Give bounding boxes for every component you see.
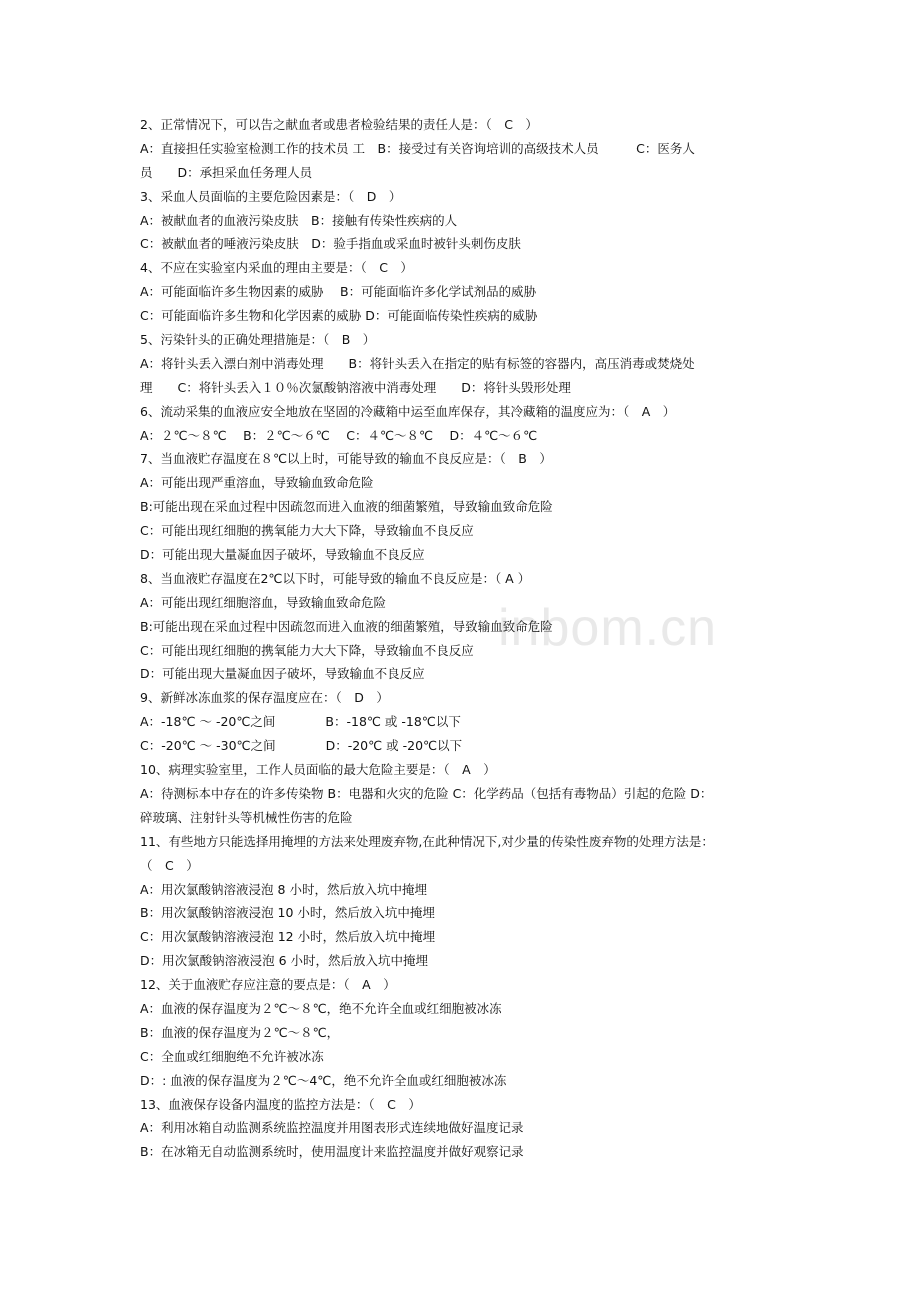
text-line: 12、关于血液贮存应注意的要点是：（ A ） — [140, 977, 396, 993]
text-line: A：被献血者的血液污染皮肤 B：接触有传染性疾病的人 — [140, 212, 458, 228]
text-line: A：血液的保存温度为２℃～８℃，绝不允许全血或红细胞被冰冻 — [140, 1000, 502, 1016]
text-line: A：-18℃ ～ -20℃之间 B：-18℃ 或 -18℃以下 — [140, 714, 461, 730]
text-line: 4、不应在实验室内采血的理由主要是：（ C ） — [140, 260, 413, 276]
text-line: C：被献血者的唾液污染皮肤 D：验手指血或采血时被针头刺伤皮肤 — [140, 236, 521, 252]
text-line: C：可能面临许多生物和化学因素的威胁 D：可能面临传染性疾病的威胁 — [140, 308, 538, 324]
text-line: 员 D：承担采血任务理人员 — [140, 164, 313, 180]
text-line: A：可能出现严重溶血，导致输血致命危险 — [140, 475, 374, 491]
text-line: 理 C：将针头丢入１０％次氯酸钠溶液中消毒处理 D：将针头毁形处理 — [140, 379, 571, 395]
text-line: C：可能出现红细胞的携氧能力大大下降，导致输血不良反应 — [140, 642, 474, 658]
text-line: 6、流动采集的血液应安全地放在坚固的冷藏箱中运至血库保存，其冷藏箱的温度应为：（ A ） — [140, 403, 676, 419]
text-line: A：可能面临许多生物因素的威胁 B：可能面临许多化学试剂品的威胁 — [140, 284, 537, 300]
text-line: B：血液的保存温度为２℃～８℃， — [140, 1024, 340, 1040]
text-line: B：用次氯酸钠溶液浸泡 10 小时，然后放入坑中掩埋 — [140, 905, 435, 921]
text-line: A：直接担任实验室检测工作的技术员 工 B：接受过有关咨询培训的高级技术人员 C：医务人 — [140, 140, 695, 156]
text-line: A：待测标本中存在的许多传染物 B：电器和火灾的危险 C：化学药品（包括有毒物品）引起的危险 D： — [140, 785, 713, 801]
text-line: 13、血液保存设备内温度的监控方法是：（ C ） — [140, 1096, 421, 1112]
watermark: inbom.cn — [498, 599, 717, 657]
text-line: 11、有些地方只能选择用掩埋的方法来处理废弃物,在此种情况下,对少量的传染性废弃物的处理方法是： — [140, 833, 714, 849]
text-line: 9、新鲜冰冻血浆的保存温度应在：（ D ） — [140, 690, 389, 706]
text-line: D：用次氯酸钠溶液浸泡 6 小时，然后放入坑中掩埋 — [140, 953, 429, 969]
text-line: B：在冰箱无自动监测系统时，使用温度计来监控温度并做好观察记录 — [140, 1144, 524, 1160]
text-line: B:可能出现在采血过程中因疏忽而进入血液的细菌繁殖，导致输血致命危险 — [140, 618, 553, 634]
text-line: 7、当血液贮存温度在８℃以上时，可能导致的输血不良反应是：（ B ） — [140, 451, 552, 467]
text-line: C：可能出现红细胞的携氧能力大大下降，导致输血不良反应 — [140, 523, 474, 539]
text-line: B:可能出现在采血过程中因疏忽而进入血液的细菌繁殖，导致输血致命危险 — [140, 499, 553, 515]
text-line: A：利用冰箱自动监测系统监控温度并用图表形式连续地做好温度记录 — [140, 1120, 524, 1136]
text-line: 碎玻璃、注射针头等机械性伤害的危险 — [140, 809, 353, 825]
text-line: D：可能出现大量凝血因子破坏，导致输血不良反应 — [140, 547, 425, 563]
text-line: 5、污染针头的正确处理措施是：（ B ） — [140, 332, 376, 348]
text-line: A：将针头丢入漂白剂中消毒处理 B：将针头丢入在指定的贴有标签的容器内，高压消毒或焚烧处 — [140, 355, 695, 371]
text-line: A：用次氯酸钠溶液浸泡 8 小时，然后放入坑中掩埋 — [140, 881, 427, 897]
text-line: （ C ） — [140, 857, 199, 873]
text-line: 10、病理实验室里，工作人员面临的最大危险主要是：（ A ） — [140, 762, 496, 778]
document-body — [140, 113, 788, 1164]
text-line: 3、采血人员面临的主要危险因素是：（ D ） — [140, 188, 402, 204]
text-line: A：２℃～８℃ B：２℃～６℃ C：４℃～８℃ D：４℃～６℃ — [140, 427, 538, 443]
text-line: C：全血或红细胞绝不允许被冰冻 — [140, 1048, 324, 1064]
text-line: 2、正常情况下，可以告之献血者或患者检验结果的责任人是：（ C ） — [140, 117, 538, 132]
text-line: D：可能出现大量凝血因子破坏，导致输血不良反应 — [140, 666, 425, 682]
text-line: D：: 血液的保存温度为２℃～4℃，绝不允许全血或红细胞被冰冻 — [140, 1072, 507, 1088]
text-line: C：用次氯酸钠溶液浸泡 12 小时，然后放入坑中掩埋 — [140, 929, 436, 945]
text-line: 8、当血液贮存温度在2℃以下时，可能导致的输血不良反应是：（ A ） — [140, 570, 531, 586]
text-line: C：-20℃ ～ -30℃之间 D：-20℃ 或 -20℃以下 — [140, 738, 463, 754]
text-line: A：可能出现红细胞溶血，导致输血致命危险 — [140, 594, 387, 610]
